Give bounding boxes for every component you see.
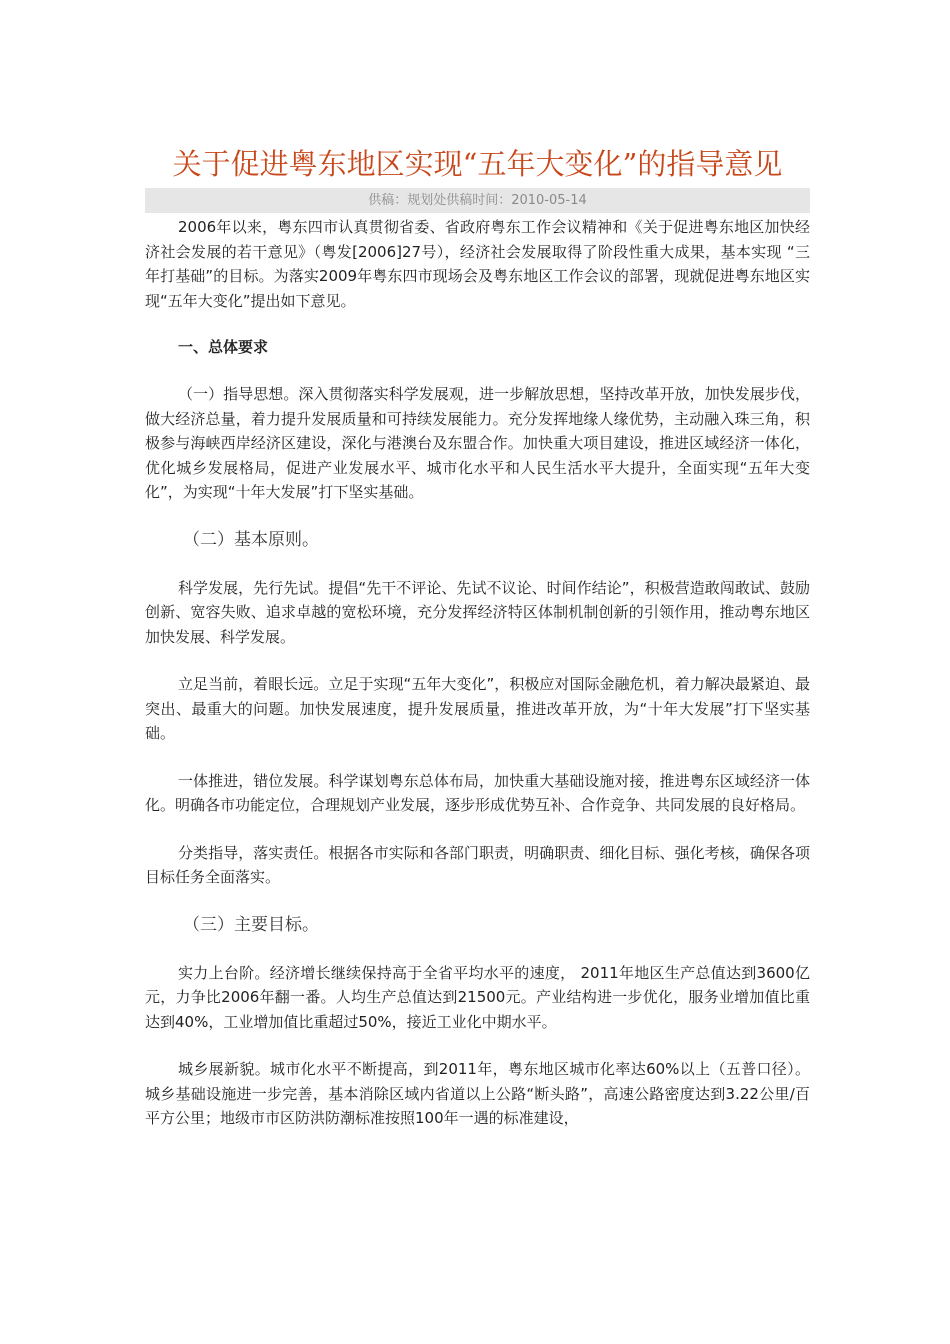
document-title: 关于促进粤东地区实现“五年大变化”的指导意见 [172,147,783,181]
principle-paragraph: 立足当前，着眼长远。立足于实现“五年大变化”，积极应对国际金融危机，着力解决最紧迫、最突出、最重大的问题。加快发展速度，提升发展质量，推进改革开放，为“十年大发展”打下坚实基础。 [145,675,810,742]
target-paragraph: 实力上台阶。经济增长继续保持高于全省平均水平的速度， 2011年地区生产总值达到3600亿元，力争比2006年翻一番。人均生产总值达到21500元。产业结构进一步优化，服务业增加值比重达到40%，工业增加值比重超过50%，接近工业化中期水平。 [145,963,810,1031]
document-page [145,140,810,1131]
principle-paragraph: 科学发展，先行先试。提倡“先干不评论、先试不议论、时间作结论”，积极营造敢闯敢试、鼓励创新、宽容失败、追求卓越的宽松环境，充分发挥经济特区体制机制创新的引领作用，推动粤东地区加快发展、科学发展。 [145,578,810,646]
subheading-main-targets: （三）主要目标。 [183,914,319,935]
publish-info-bar: 供稿：规划处供稿时间：2010-05-14 [145,188,810,213]
principle-paragraph: 一体推进，错位发展。科学谋划粤东总体布局，加快重大基础设施对接，推进粤东区域经济一体化。明确各市功能定位，合理规划产业发展，逐步形成优势互补、合作竞争、共同发展的良好格局。 [145,771,810,814]
intro-paragraph: 2006年以来，粤东四市认真贯彻省委、省政府粤东工作会议精神和《关于促进粤东地区加快经济社会发展的若干意见》（粤发[2006]27号），经济社会发展取得了阶段性重大成果，基本实现 “三年打基础”的目标。为落实2009年粤东四市现场会及粤东地区工作会议的部署，现就促进粤东地区实现“五年大变化”提出如下意见。 [145,218,810,310]
section-heading-general-requirements: 一、总体要求 [178,338,269,356]
target-paragraph: 城乡展新貌。城市化水平不断提高，到2011年，粤东地区城市化率达60%以上（五普口径）。城乡基础设施进一步完善，基本消除区域内省道以上公路“断头路”，高速公路密度达到3.22公里/百平方公里；地级市市区防洪防潮标准按照100年一遇的标准建设， [145,1060,810,1127]
principle-paragraph: 分类指导，落实责任。根据各市实际和各部门职责，明确职责、细化目标、强化考核，确保各项目标任务全面落实。 [145,843,810,886]
subheading-basic-principles: （二）基本原则。 [183,529,319,550]
guiding-ideology-paragraph: （一）指导思想。深入贯彻落实科学发展观，进一步解放思想，坚持改革开放，加快发展步伐，做大经济总量，着力提升发展质量和可持续发展能力。充分发挥地缘人缘优势，主动融入珠三角，积极参与海峡西岸经济区建设，深化与港澳台及东盟合作。加快重大项目建设，推进区域经济一体化，优化城乡发展格局，促进产业发展水平、城市化水平和人民生活水平大提升，全面实现“五年大变化”，为实现“十年大发展”打下坚实基础。 [145,385,810,501]
